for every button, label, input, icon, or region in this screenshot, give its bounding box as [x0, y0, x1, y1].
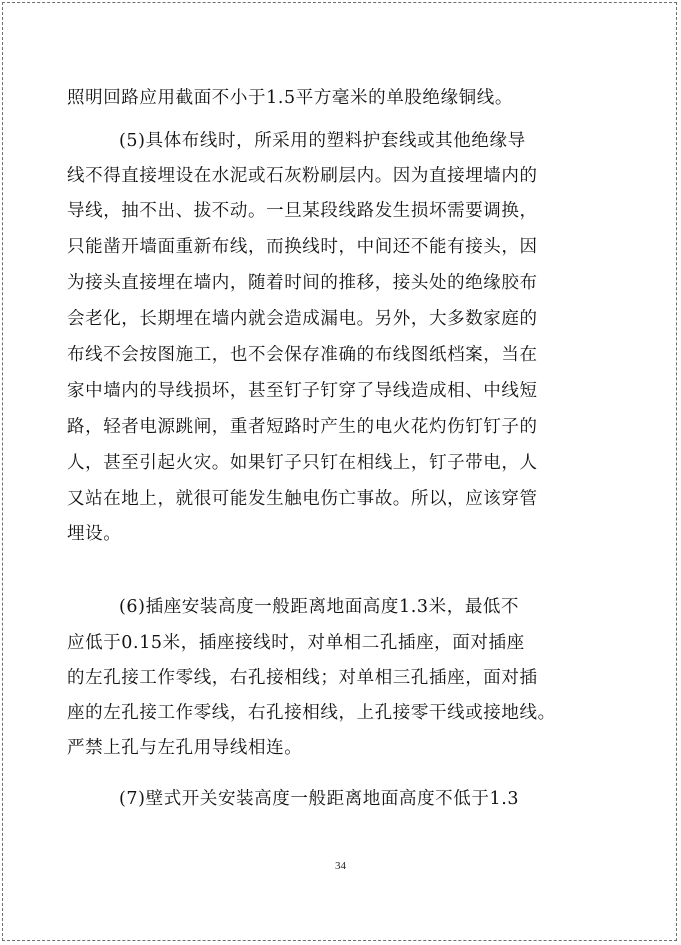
- text-line: 严禁上孔与左孔用导线相连。: [67, 738, 303, 758]
- text-line: 线不得直接埋设在水泥或石灰粉刷层内。因为直接埋墙内的: [67, 166, 538, 186]
- text-line: 路，轻者电源跳闸，重者短路时产生的电火花灼伤钉钉子的: [67, 417, 538, 437]
- text-line: (6)插座安装高度一般距离地面高度1.3米，最低不: [119, 597, 520, 617]
- text-line: (5)具体布线时，所采用的塑料护套线或其他绝缘导: [119, 131, 526, 151]
- text-line: 为接头直接埋在墙内，随着时间的推移，接头处的绝缘胶布: [67, 273, 538, 293]
- text-line: 会老化，长期埋在墙内就会造成漏电。另外，大多数家庭的: [67, 309, 538, 329]
- text-line: 座的左孔接工作零线，右孔接相线，上孔接零干线或接地线。: [67, 703, 556, 723]
- text-line: 照明回路应用截面不小于1.5平方毫米的单股绝缘铜线。: [67, 88, 513, 108]
- text-line: 又站在地上，就很可能发生触电伤亡事故。所以，应该穿管: [67, 489, 538, 509]
- text-line: 导线，抽不出、拔不动。一旦某段线路发生损坏需要调换，: [67, 201, 538, 221]
- text-line: 家中墙内的导线损坏，甚至钉子钉穿了导线造成相、中线短: [67, 381, 538, 401]
- page-number: 34: [335, 860, 346, 872]
- text-line: 布线不会按图施工，也不会保存准确的布线图纸档案，当在: [67, 345, 538, 365]
- text-line: 的左孔接工作零线，右孔接相线；对单相三孔插座，面对插: [67, 668, 538, 688]
- text-line: 埋设。: [67, 524, 122, 544]
- text-line: 人，甚至引起火灾。如果钉子只钉在相线上，钉子带电，人: [67, 453, 538, 473]
- text-line: (7)壁式开关安装高度一般距离地面高度不低于1.3: [119, 789, 520, 809]
- text-line: 只能凿开墙面重新布线，而换线时，中间还不能有接头，因: [67, 237, 538, 257]
- text-line: 应低于0.15米，插座接线时，对单相二孔插座，面对插座: [67, 633, 525, 653]
